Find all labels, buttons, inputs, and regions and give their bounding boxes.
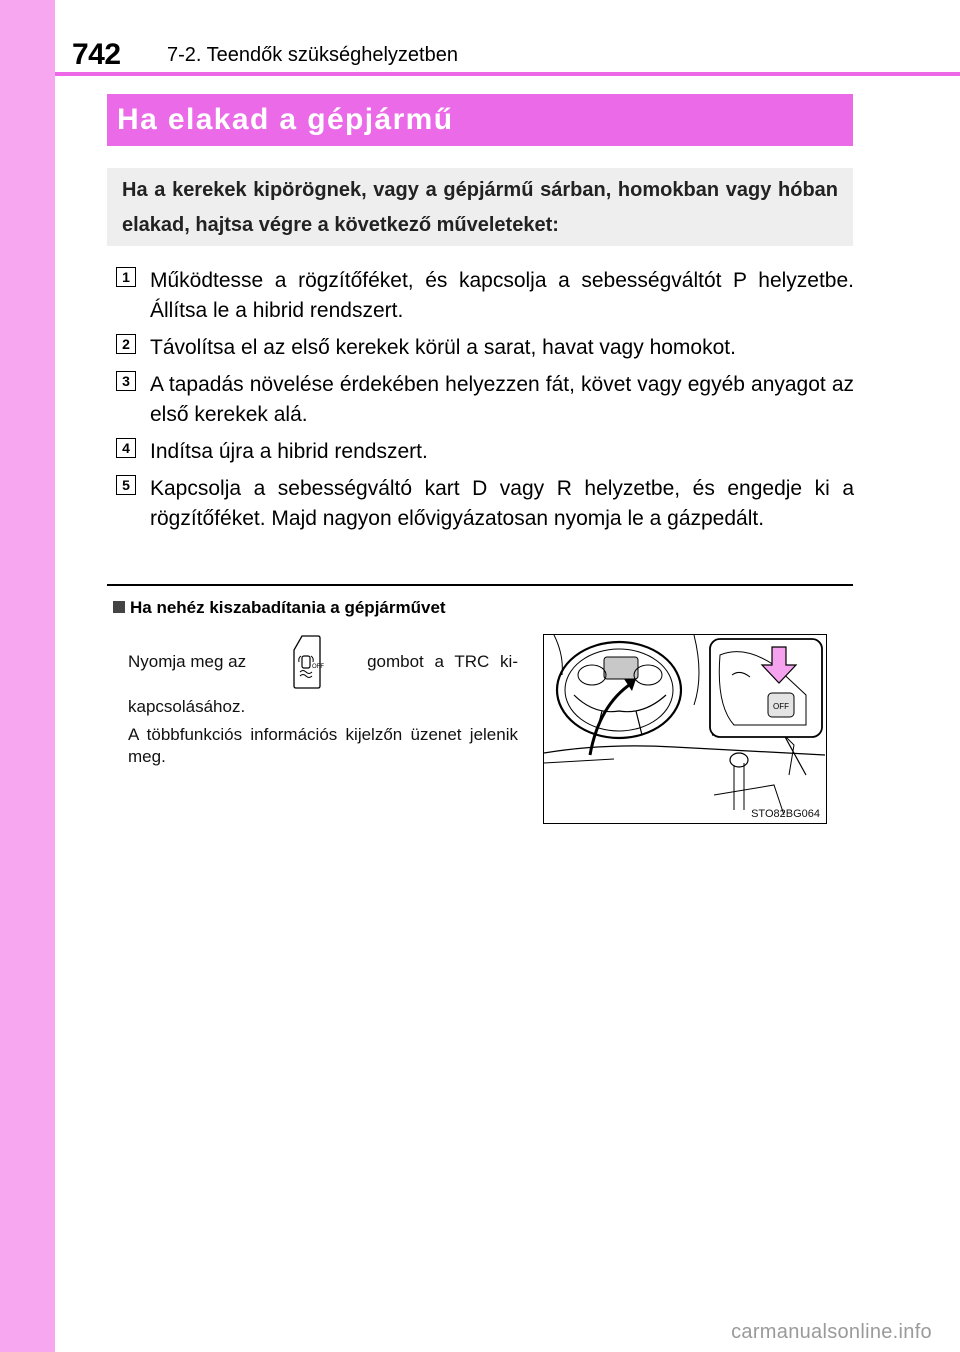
bullet-square-icon bbox=[113, 601, 125, 613]
section-title: Ha elakad a gépjármű bbox=[117, 103, 454, 136]
step-number: 3 bbox=[116, 371, 136, 391]
step-item bbox=[116, 266, 854, 326]
subsection-heading bbox=[113, 598, 446, 618]
note-line bbox=[128, 630, 518, 694]
svg-text:OFF: OFF bbox=[773, 702, 789, 711]
note-text-before-icon: Nyomja meg az bbox=[128, 652, 247, 671]
header-rule bbox=[55, 72, 960, 76]
chapter-title: 7-2. Teendők szükséghelyzetben bbox=[167, 44, 458, 66]
left-margin-strip bbox=[0, 0, 55, 1352]
steps-list bbox=[116, 266, 854, 541]
trc-note bbox=[128, 630, 518, 768]
step-text: Indítsa újra a hibrid rendszert. bbox=[150, 440, 428, 463]
note-paragraph-2: A többfunkciós információs kijelzőn üzenet jelenik meg. bbox=[128, 725, 518, 766]
step-item bbox=[116, 333, 854, 363]
step-item bbox=[116, 437, 854, 467]
trc-button-illustration bbox=[543, 634, 827, 824]
trc-off-button-icon bbox=[292, 634, 322, 690]
step-text: Kapcsolja a sebességváltó kart D vagy R helyzetbe, és engedje ki a rögzítőféket. Majd nagyon elővigyázatosan nyomja le a gázpedált. bbox=[150, 477, 854, 530]
intro-text: Ha a kerekek kipörögnek, vagy a gépjármű sárban, homokban vagy hóban elakad, hajtsa végre a következő műveleteket: bbox=[122, 179, 838, 236]
subsection-heading-text: Ha nehéz kiszabadítania a gépjárművet bbox=[130, 598, 446, 617]
step-text: Távolítsa el az első kerekek körül a sarat, havat vagy homokot. bbox=[150, 336, 736, 359]
step-text: Működtesse a rögzítőféket, és kapcsolja a sebességváltót P helyzetbe. Állítsa le a hibrid rendszert. bbox=[150, 269, 854, 322]
note-text-after-icon: gombot a TRC ki- bbox=[367, 652, 518, 671]
step-number: 1 bbox=[116, 267, 136, 287]
illustration-code: STO82BG064 bbox=[751, 808, 820, 820]
step-item bbox=[116, 370, 854, 430]
step-number: 2 bbox=[116, 334, 136, 354]
svg-text:OFF: OFF bbox=[311, 664, 324, 670]
note-continuation: kapcsolásához. bbox=[128, 697, 246, 716]
dashboard-steering-wheel-image bbox=[544, 635, 825, 822]
watermark-url: carmanualsonline.info bbox=[731, 1321, 932, 1343]
step-number: 4 bbox=[116, 438, 136, 458]
step-item bbox=[116, 474, 854, 534]
page-number: 742 bbox=[72, 38, 121, 71]
section-divider bbox=[107, 584, 853, 586]
step-text: A tapadás növelése érdekében helyezzen fát, követ vagy egyéb anyagot az első kerekek alá. bbox=[150, 373, 854, 426]
step-number: 5 bbox=[116, 475, 136, 495]
